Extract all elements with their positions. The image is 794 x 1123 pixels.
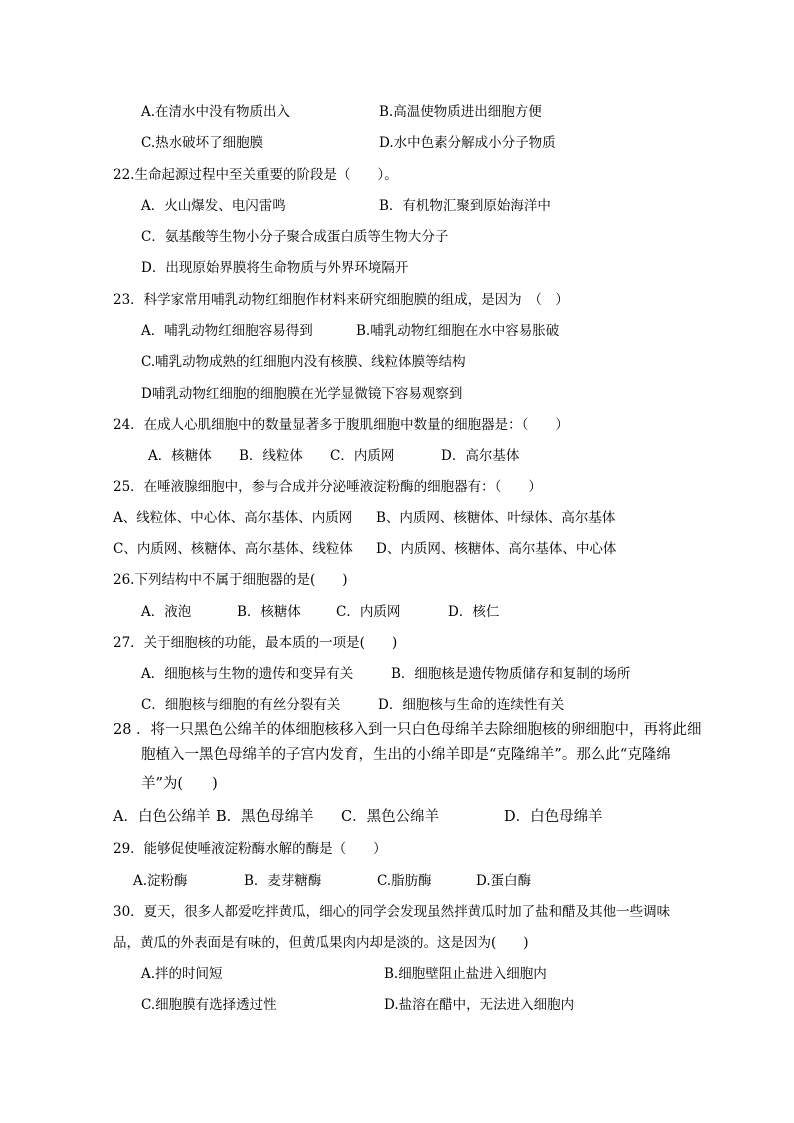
q25-option-d: D、内质网、核糖体、高尔基体、中心体 [376,541,617,557]
q27-option-a: A．细胞核与生物的遗传和变异有关 [141,666,354,682]
q26-stem: 26.下列结构中不属于细胞器的是( ) [113,572,348,588]
q27-option-c: C．细胞核与细胞的有丝分裂有关 [141,697,341,713]
q30-option-b: B.细胞壁阻止盐进入细胞内 [384,966,547,982]
q26-option-b: B．核糖体 [237,604,301,620]
q28-option-b: B．黑色母绵羊 [216,809,314,825]
q23-stem: 23．科学家常用哺乳动物红细胞作材料来研究细胞膜的组成，是因为 （ ） [113,292,569,308]
q29-option-d: D.蛋白酶 [476,873,532,889]
q30-option-c: C.细胞膜有选择透过性 [141,997,277,1013]
q26-option-c: C．内质网 [336,604,401,620]
q28-option-c: C．黑色公绵羊 [341,809,440,825]
q30-option-a: A.拌的时间短 [141,966,223,982]
q22-option-b: B．有机物汇聚到原始海洋中 [379,198,551,214]
q24-option-d: D．高尔基体 [441,448,520,464]
q28-option-d: D．白色母绵羊 [504,809,603,825]
q29-option-a: A.淀粉酶 [133,873,188,889]
q30-option-d: D.盐溶在醋中，无法进入细胞内 [384,997,575,1013]
q24-option-a: A．核糖体 [148,448,212,464]
q28-option-a: A．白色公绵羊 [113,809,211,825]
q24-option-b: B．线粒体 [239,448,303,464]
q29-option-b: B．麦芽糖酶 [244,873,322,889]
q22-option-a: A．火山爆发、电闪雷鸣 [141,198,286,214]
q22-option-d: D．出现原始界膜将生命物质与外界环境隔开 [141,260,409,276]
q21-option-c: C.热水破坏了细胞膜 [141,135,264,151]
q21-option-a: A.在清水中没有物质出入 [141,104,291,120]
q21-option-d: D.水中色素分解成小分子物质 [379,135,556,151]
q25-stem: 25．在唾液腺细胞中，参与合成并分泌唾液淀粉酶的细胞器有：（ ） [113,479,542,495]
q29-option-c: C.脂肪酶 [377,873,432,889]
q28-stem-line-3: 羊”为( ) [141,776,218,792]
q21-option-b: B.高温使物质进出细胞方便 [379,104,542,120]
q25-option-a: A、线粒体、中心体、高尔基体、内质网 [113,510,353,526]
q27-stem: 27．关于细胞核的功能，最本质的一项是( ) [113,635,398,651]
q26-option-d: D．核仁 [448,604,500,620]
q24-option-c: C．内质网 [330,448,395,464]
q28-stem-line-2: 胞植入一黑色母绵羊的子宫内发育，生出的小绵羊即是“克隆绵羊”。那么此“克隆绵 [141,747,671,763]
q23-option-a: A．哺乳动物红细胞容易得到 [141,323,313,339]
q23-option-b: B.哺乳动物红细胞在水中容易胀破 [356,323,560,339]
q27-option-d: D．细胞核与生命的连续性有关 [378,697,565,713]
q26-option-a: A．液泡 [141,604,192,620]
q29-stem: 29．能够促使唾液淀粉酶水解的酶是（ ） [113,841,387,857]
q27-option-b: B．细胞核是遗传物质储存和复制的场所 [391,666,631,682]
q24-stem: 24．在成人心肌细胞中的数量显著多于腹肌细胞中数量的细胞器是：（ ） [113,417,569,433]
q25-option-b: B、内质网、核糖体、叶绿体、高尔基体 [376,510,616,526]
q22-option-c: C．氨基酸等生物小分子聚合成蛋白质等生物大分子 [141,229,449,245]
q30-stem-line-2: 品，黄瓜的外表面是有味的，但黄瓜果肉内却是淡的。这是因为( ) [113,935,529,951]
q22-stem: 22.生命起源过程中至关重要的阶段是（ ）。 [113,167,398,183]
q28-stem-line-1: 28 ．将一只黑色公绵羊的体细胞核移入到一只白色母绵羊去除细胞核的卵细胞中，再将此细 [113,722,702,738]
q23-option-d: D哺乳动物红细胞的细胞膜在光学显微镜下容易观察到 [141,386,463,402]
q23-option-c: C.哺乳动物成熟的红细胞内没有核膜、线粒体膜等结构 [141,354,466,370]
q30-stem-line-1: 30．夏天，很多人都爱吃拌黄瓜，细心的同学会发现虽然拌黄瓜时加了盐和醋及其他一些调味 [113,904,671,920]
q25-option-c: C、内质网、核糖体、高尔基体、线粒体 [113,541,353,557]
